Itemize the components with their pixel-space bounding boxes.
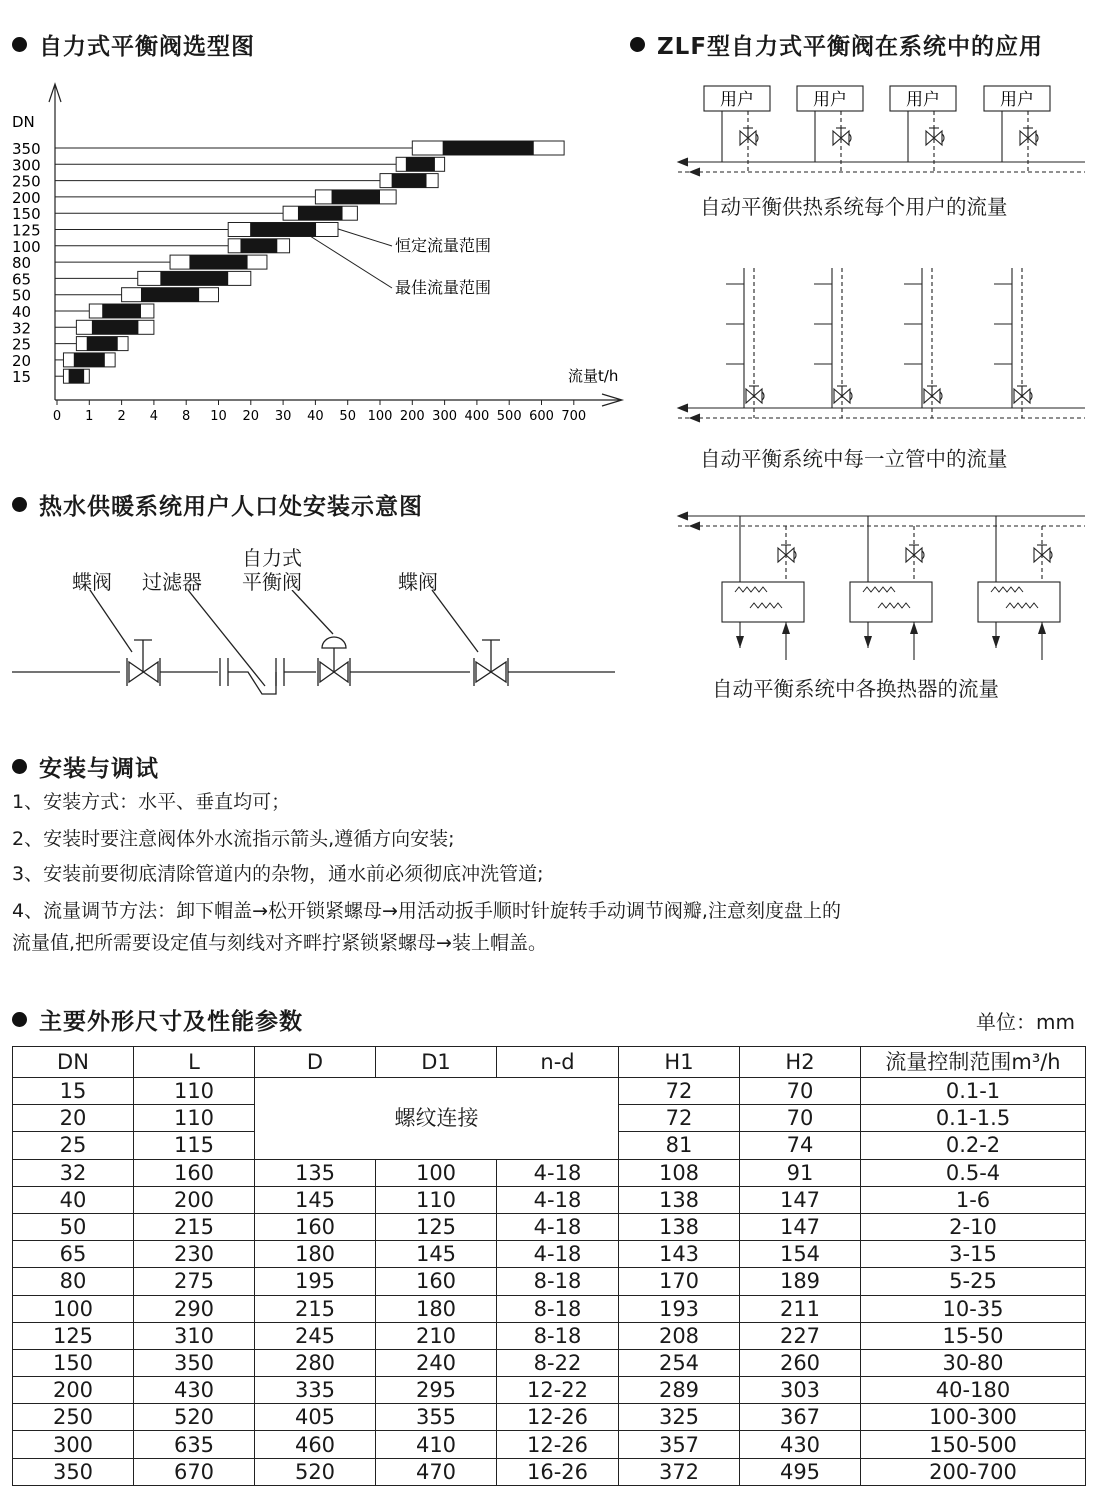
butterfly-valve-1-icon (127, 640, 160, 686)
chart-title: 自力式平衡阀选型图 (39, 34, 255, 60)
label-balance-2: 平衡阀 (242, 570, 302, 594)
x-tick-label: 20 (242, 409, 260, 424)
install-item-4-cont: 流量值,把所需要设定值与刻线对齐畔拧紧锁紧螺母→装上帽盖。 (12, 932, 547, 954)
table-row (13, 1186, 1086, 1213)
x-tick-label: 500 (496, 409, 522, 424)
table-cell: 150-500 (861, 1431, 1086, 1458)
arrow-down-icon (864, 636, 872, 648)
balance-valve-icon (746, 386, 764, 403)
table-cell: 4-18 (497, 1241, 619, 1268)
table-row (13, 1322, 1086, 1349)
best-range-bar (240, 239, 277, 253)
filter-icon (220, 658, 284, 694)
table-row (13, 1213, 1086, 1240)
table-cell: 100 (376, 1159, 497, 1186)
dn-tick-label: 300 (12, 156, 41, 175)
table-cell: 2-10 (861, 1213, 1086, 1240)
label-filter: 过滤器 (142, 570, 202, 594)
table-cell: 80 (13, 1268, 134, 1295)
table-header-cell: L (134, 1047, 255, 1078)
application-title: ZLF型自力式平衡阀在系统中的应用 (657, 34, 1044, 60)
table-cell: 150 (13, 1349, 134, 1376)
table-cell: 210 (376, 1322, 497, 1349)
balance-valve-icon (1034, 545, 1052, 562)
table-cell: 147 (740, 1186, 861, 1213)
table-cell: 260 (740, 1349, 861, 1376)
table-header-row (13, 1047, 1086, 1078)
x-tick-label: 0 (52, 409, 62, 424)
table-cell: 215 (255, 1295, 376, 1322)
table-cell: 0.2-2 (861, 1132, 1086, 1159)
table-row (13, 1241, 1086, 1268)
table-cell: 10-35 (861, 1295, 1086, 1322)
bullet-icon (12, 759, 27, 774)
table-cell: 4-18 (497, 1159, 619, 1186)
table-cell: 310 (134, 1322, 255, 1349)
table-cell: 325 (619, 1404, 740, 1431)
dn-tick-label: 32 (12, 319, 32, 338)
table-cell: 200 (134, 1186, 255, 1213)
table-cell: 200-700 (861, 1458, 1086, 1485)
table-cell: 211 (740, 1295, 861, 1322)
table-cell: 91 (740, 1159, 861, 1186)
table-header-cell: D (255, 1047, 376, 1078)
dn-tick-label: 20 (12, 351, 32, 370)
x-tick-label: 50 (339, 409, 356, 424)
heat-exchanger-icon (850, 582, 932, 622)
table-cell: 70 (740, 1105, 861, 1132)
table-cell: 520 (134, 1404, 255, 1431)
table-cell: 15-50 (861, 1322, 1086, 1349)
table-cell: 135 (255, 1159, 376, 1186)
table-row (13, 1349, 1086, 1376)
table-cell: 245 (255, 1322, 376, 1349)
x-tick-label: 10 (210, 409, 227, 424)
table-cell: 72 (619, 1105, 740, 1132)
leader-valve-2 (432, 590, 478, 652)
dn-tick-label: 50 (12, 286, 32, 305)
table-cell: 200 (13, 1377, 134, 1404)
heat-exchanger-icon (722, 582, 804, 622)
install-schematic (0, 590, 640, 700)
balance-valve-icon (778, 545, 796, 562)
arrow-down-icon (736, 636, 744, 648)
dn-tick-label: 150 (12, 205, 41, 224)
best-range-bar (443, 141, 534, 155)
table-header-cell: DN (13, 1047, 134, 1078)
table-row (13, 1078, 1086, 1105)
label-valve-1: 蝶阀 (72, 570, 112, 594)
balance-valve-icon (926, 128, 944, 145)
table-cell: 145 (255, 1186, 376, 1213)
best-range-bar (92, 320, 139, 334)
spec-table (12, 1046, 1086, 1486)
table-row (13, 1295, 1086, 1322)
balance-valve-icon (906, 545, 924, 562)
bullet-icon (12, 37, 27, 52)
table-cell: 72 (619, 1078, 740, 1105)
table-cell: 50 (13, 1213, 134, 1240)
table-row (13, 1268, 1086, 1295)
table-cell: 357 (619, 1431, 740, 1458)
x-tick-label: 200 (399, 409, 425, 424)
label-valve-2: 蝶阀 (398, 570, 438, 594)
arrow-up-icon (782, 622, 790, 634)
caption-exchanger-flow: 自动平衡系统中各换热器的流量 (712, 677, 999, 701)
table-cell: 635 (134, 1431, 255, 1458)
bullet-icon (12, 497, 27, 512)
x-tick-label: 8 (182, 409, 191, 424)
table-cell: 170 (619, 1268, 740, 1295)
install-item-4: 4、流量调节方法：卸下帽盖→松开锁紧螺母→用活动扳手顺时针旋转手动调节阀瓣,注意刻度盘上的 (12, 900, 841, 922)
table-cell: 290 (134, 1295, 255, 1322)
bullet-icon (630, 37, 645, 52)
chart-heading (12, 28, 255, 61)
table-cell: 100 (13, 1295, 134, 1322)
x-tick-label: 300 (432, 409, 458, 424)
table-cell: 154 (740, 1241, 861, 1268)
table-row (13, 1159, 1086, 1186)
user-label: 用户 (906, 90, 940, 110)
table-cell: 40-180 (861, 1377, 1086, 1404)
table-cell: 240 (376, 1349, 497, 1376)
table-cell: 520 (255, 1458, 376, 1485)
table-cell: 195 (255, 1268, 376, 1295)
table-row (13, 1458, 1086, 1485)
table-cell: 12-26 (497, 1404, 619, 1431)
caption-user-flow: 自动平衡供热系统每个用户的流量 (700, 195, 1008, 219)
table-cell: 3-15 (861, 1241, 1086, 1268)
flow-arrow-icon (690, 414, 700, 422)
label-balance-1: 自力式 (242, 546, 302, 570)
table-cell: 108 (619, 1159, 740, 1186)
table-cell: 470 (376, 1458, 497, 1485)
x-tick-label: 4 (149, 409, 159, 424)
best-range-bar (74, 353, 105, 367)
bullet-icon (12, 1012, 27, 1027)
best-range-bar (250, 223, 316, 237)
table-cell: 430 (134, 1377, 255, 1404)
balance-valve-icon (833, 128, 851, 145)
user-label: 用户 (720, 90, 754, 110)
balance-valve-icon (1014, 386, 1032, 403)
x-tick-label: 400 (464, 409, 490, 424)
table-cell: 335 (255, 1377, 376, 1404)
table-cell: 143 (619, 1241, 740, 1268)
table-cell: 4-18 (497, 1213, 619, 1240)
best-range-bar (69, 369, 85, 383)
install-item-1: 1、安装方式：水平、垂直均可； (12, 791, 291, 813)
table-cell: 495 (740, 1458, 861, 1485)
table-cell: 70 (740, 1078, 861, 1105)
user-label: 用户 (813, 90, 847, 110)
x-tick-label: 2 (117, 409, 126, 424)
table-cell: 125 (376, 1213, 497, 1240)
dn-tick-label: 80 (12, 254, 32, 273)
table-cell: 138 (619, 1213, 740, 1240)
application-diagrams (660, 70, 1100, 670)
table-cell: 1-6 (861, 1186, 1086, 1213)
table-cell: 350 (13, 1458, 134, 1485)
table-cell: 460 (255, 1431, 376, 1458)
balance-valve-icon (924, 386, 942, 403)
table-cell: 20 (13, 1105, 134, 1132)
x-tick-label: 600 (529, 409, 554, 424)
table-cell: 0.5-4 (861, 1159, 1086, 1186)
x-axis-label: 流量t/h (568, 367, 619, 385)
caption-riser-flow: 自动平衡系统中每一立管中的流量 (700, 447, 1008, 471)
best-range-bar (141, 288, 199, 302)
table-cell: 5-25 (861, 1268, 1086, 1295)
table-cell: 208 (619, 1322, 740, 1349)
table-row (13, 1404, 1086, 1431)
table-cell: 138 (619, 1186, 740, 1213)
table-cell: 289 (619, 1377, 740, 1404)
user-label: 用户 (1000, 90, 1034, 110)
legend-constant: 恒定流量范围 (395, 236, 492, 255)
dn-tick-label: 65 (12, 270, 32, 289)
best-range-bar (392, 174, 427, 188)
table-row (13, 1431, 1086, 1458)
specs-heading (12, 1003, 303, 1036)
install-title: 安装与调试 (39, 756, 159, 782)
unit-label: 单位：mm (976, 1010, 1075, 1034)
schematic-title: 热水供暖系统用户人口处安装示意图 (39, 494, 423, 520)
leader-balance (292, 590, 333, 634)
balance-valve-icon (834, 386, 852, 403)
thread-connection-cell: 螺纹连接 (255, 1078, 619, 1160)
flow-arrow-icon (678, 512, 688, 520)
flow-arrow-icon (690, 168, 700, 176)
balance-valve-icon (318, 637, 350, 686)
legend-leader-best (310, 236, 392, 288)
table-cell: 110 (134, 1078, 255, 1105)
table-cell: 430 (740, 1431, 861, 1458)
dn-tick-label: 25 (12, 335, 32, 354)
table-cell: 32 (13, 1159, 134, 1186)
table-header-cell: D1 (376, 1047, 497, 1078)
dn-tick-label: 200 (12, 188, 41, 207)
best-range-bar (102, 304, 141, 318)
x-tick-label: 40 (307, 409, 324, 424)
table-cell: 405 (255, 1404, 376, 1431)
flow-arrow-icon (690, 522, 700, 530)
table-cell: 193 (619, 1295, 740, 1322)
table-cell: 0.1-1 (861, 1078, 1086, 1105)
best-range-bar (87, 337, 118, 351)
table-cell: 350 (134, 1349, 255, 1376)
table-cell: 367 (740, 1404, 861, 1431)
table-cell: 303 (740, 1377, 861, 1404)
table-header-cell: H2 (740, 1047, 861, 1078)
dn-tick-label: 40 (12, 303, 32, 321)
table-cell: 230 (134, 1241, 255, 1268)
table-cell: 65 (13, 1241, 134, 1268)
x-tick-label: 30 (274, 409, 292, 424)
arrow-down-icon (992, 636, 1000, 648)
legend-leader-constant (335, 228, 392, 246)
dn-tick-label: 250 (12, 172, 41, 191)
table-cell: 227 (740, 1322, 861, 1349)
specs-title: 主要外形尺寸及性能参数 (39, 1009, 303, 1035)
best-range-bar (298, 206, 343, 220)
table-cell: 30-80 (861, 1349, 1086, 1376)
balance-valve-icon (740, 128, 758, 145)
arrow-up-icon (910, 622, 918, 634)
best-range-bar (160, 271, 228, 285)
table-cell: 12-26 (497, 1431, 619, 1458)
table-cell: 4-18 (497, 1186, 619, 1213)
best-range-bar (406, 157, 435, 171)
dn-tick-label: 15 (12, 368, 32, 387)
table-cell: 295 (376, 1377, 497, 1404)
application-heading (630, 28, 1043, 61)
best-range-bar (332, 190, 380, 204)
table-cell: 8-18 (497, 1268, 619, 1295)
selection-chart (0, 70, 640, 430)
flow-arrow-icon (678, 404, 688, 412)
table-cell: 410 (376, 1431, 497, 1458)
legend-best: 最佳流量范围 (395, 278, 492, 297)
table-header-cell: H1 (619, 1047, 740, 1078)
table-cell: 160 (134, 1159, 255, 1186)
table-cell: 12-22 (497, 1377, 619, 1404)
table-cell: 15 (13, 1078, 134, 1105)
dn-tick-label: 125 (12, 221, 41, 240)
table-cell: 145 (376, 1241, 497, 1268)
table-cell: 670 (134, 1458, 255, 1485)
install-item-2: 2、安装时要注意阀体外水流指示箭头,遵循方向安装; (12, 828, 455, 850)
table-cell: 355 (376, 1404, 497, 1431)
x-tick-label: 1 (85, 409, 94, 424)
x-tick-label: 700 (561, 409, 587, 424)
table-cell: 180 (255, 1241, 376, 1268)
table-cell: 8-18 (497, 1295, 619, 1322)
dn-tick-label: 350 (12, 140, 41, 158)
table-cell: 16-26 (497, 1458, 619, 1485)
table-cell: 160 (376, 1268, 497, 1295)
table-cell: 40 (13, 1186, 134, 1213)
install-heading (12, 750, 159, 783)
table-header-cell: 流量控制范围m³/h (861, 1047, 1086, 1078)
arrow-up-icon (1038, 622, 1046, 634)
table-cell: 189 (740, 1268, 861, 1295)
table-cell: 25 (13, 1132, 134, 1159)
butterfly-valve-2-icon (474, 640, 508, 686)
table-cell: 160 (255, 1213, 376, 1240)
leader-valve-1 (90, 590, 132, 652)
table-cell: 215 (134, 1213, 255, 1240)
table-cell: 110 (376, 1186, 497, 1213)
table-cell: 275 (134, 1268, 255, 1295)
y-axis-label: DN (12, 113, 35, 131)
table-cell: 300 (13, 1431, 134, 1458)
table-cell: 372 (619, 1458, 740, 1485)
table-cell: 0.1-1.5 (861, 1105, 1086, 1132)
install-item-3: 3、安装前要彻底清除管道内的杂物，通水前必须彻底冲洗管道; (12, 863, 544, 885)
table-header-cell: n-d (497, 1047, 619, 1078)
table-cell: 180 (376, 1295, 497, 1322)
table-cell: 8-22 (497, 1349, 619, 1376)
table-cell: 125 (13, 1322, 134, 1349)
table-cell: 115 (134, 1132, 255, 1159)
x-tick-label: 100 (367, 409, 393, 424)
best-range-bar (189, 255, 247, 269)
table-cell: 147 (740, 1213, 861, 1240)
heat-exchanger-icon (978, 582, 1060, 622)
table-cell: 250 (13, 1404, 134, 1431)
flow-arrow-icon (678, 158, 688, 166)
table-row (13, 1377, 1086, 1404)
table-cell: 8-18 (497, 1322, 619, 1349)
table-cell: 254 (619, 1349, 740, 1376)
table-cell: 110 (134, 1105, 255, 1132)
table-cell: 100-300 (861, 1404, 1086, 1431)
table-cell: 280 (255, 1349, 376, 1376)
balance-valve-icon (1020, 128, 1038, 145)
table-cell: 81 (619, 1132, 740, 1159)
schematic-heading (12, 488, 423, 521)
table-cell: 74 (740, 1132, 861, 1159)
dn-tick-label: 100 (12, 237, 41, 256)
